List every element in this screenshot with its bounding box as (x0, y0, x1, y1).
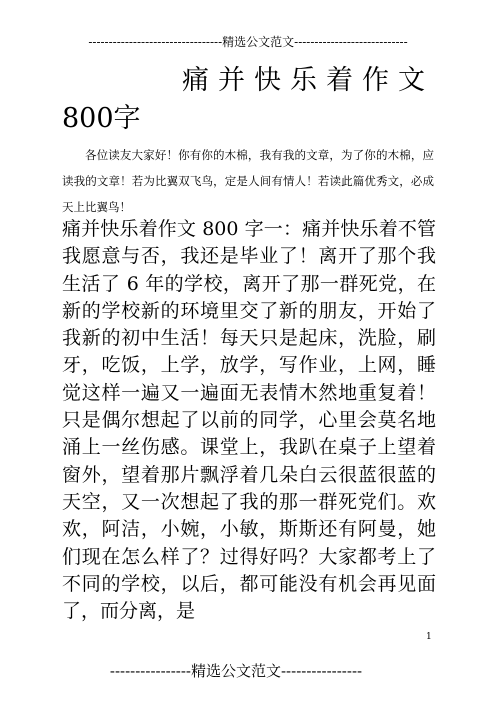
page-number: 1 (426, 632, 432, 642)
document-title (62, 62, 434, 138)
body-text: 痛并快乐着作文 800 字一：痛并快乐着不管我愿意与否，我还是毕业了！离开了那个我生活了 6 年的学校，离开了那一群死党，在新的学校新的环境里交了新的朋友，开始了我新的初中生活！每天只是起床，洗脸，刷牙，吃饭，上学，放学，写作业，上网，睡觉这样一遍又一遍面无表情木然地重复着！只是偶尔想起了以前的同学，心里会莫名地涌上一丝伤感。课堂上，我趴在桌子上望着窗外，望着那片飘浮着几朵白云很蓝很蓝的天空，又一次想起了我的那一群死党们。欢欢，阿洁，小婉，小敏，斯斯还有阿曼，她们现在怎么样了？过得好吗？大家都考上了不同的学校，以后，都可能没有机会再见面了，而分离，是 (62, 218, 436, 623)
title-line-2: 800字 (62, 103, 141, 134)
title-line-1: 痛并快乐着作文 (182, 65, 434, 96)
page-footer: ----------------精选公文范文---------------- (109, 662, 363, 680)
intro-paragraph: 各位读友大家好！你有你的木棉，我有我的文章，为了你的木棉，应读我的文章！若为比翼双飞鸟，定是人间有情人！若读此篇优秀文，必成天上比翼鸟！ (62, 148, 434, 214)
page-header: ---------------------------------精选公文范文---------------------------- (88, 35, 408, 49)
